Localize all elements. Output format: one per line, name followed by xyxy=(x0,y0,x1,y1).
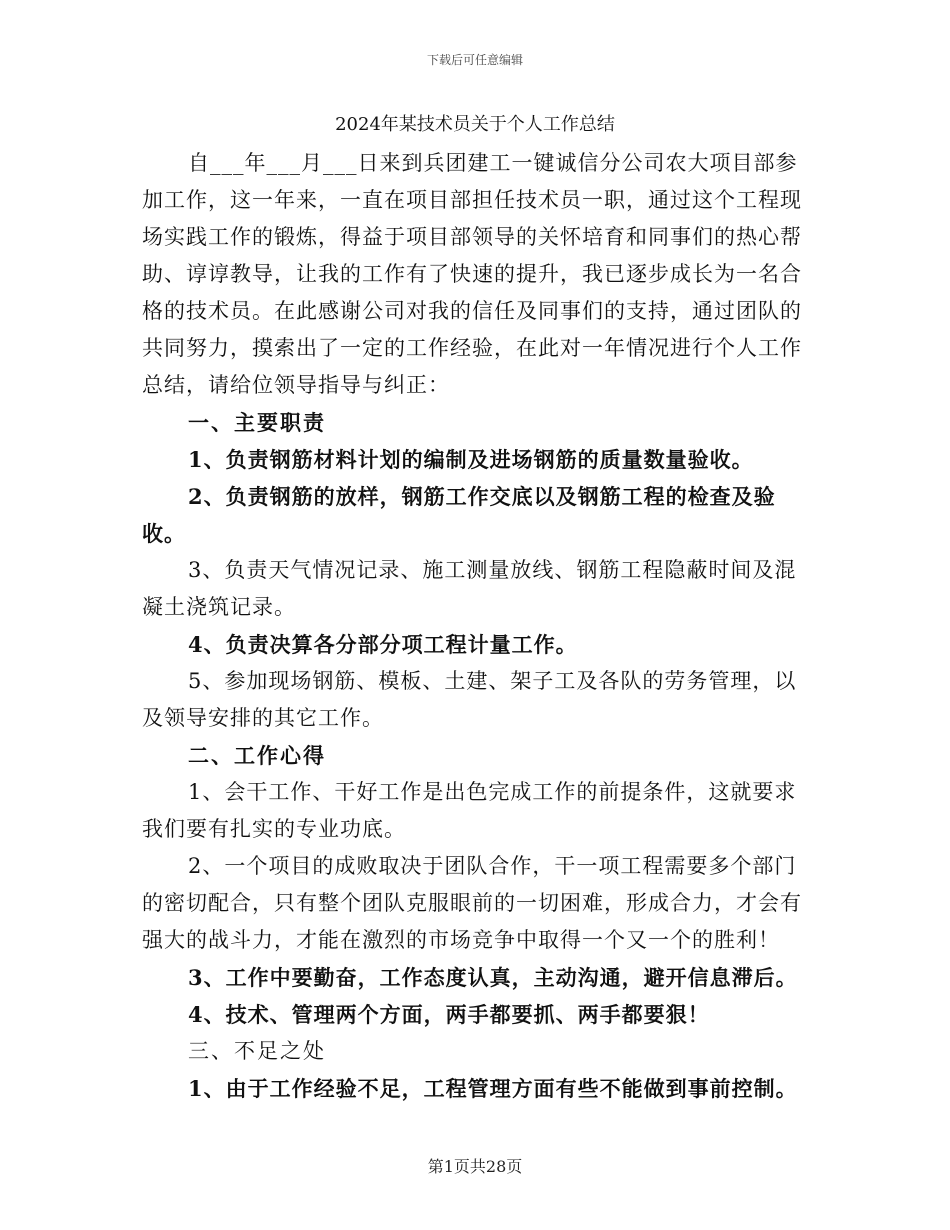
section-heading-main-duties: 一、主要职责 xyxy=(188,410,326,435)
duty-item-1: 1、负责钢筋材料计划的编制及进场钢筋的质量数量验收。 xyxy=(188,447,754,472)
section-heading-work-experience: 二、工作心得 xyxy=(188,743,326,768)
duty-item-5: 5、参加现场钢筋、模板、土建、架子工及各队的劳务管理，以及领导安排的其它工作。 xyxy=(142,669,797,730)
intro-paragraph: 自___年___月___日来到兵团建工一键诚信分公司农大项目部参加工作，这一年来，一直在项目部担任技术员一职，通过这个工程现场实践工作的锻炼，得益于项目部领导的关怀培育和同事们的热心帮助、谆谆教导，让我的工作有了快速的提升，我已逐步成长为一名合格的技术员。在此感谢公司对我的信任及同事们的支持，通过团队的共同努力，摸索出了一定的工作经验，在此对一年情况进行个人工作总结，请给位领导指导与纠正： xyxy=(142,151,802,397)
section-heading-shortcomings: 三、不足之处 xyxy=(188,1039,326,1063)
duty-item-4: 4、负责决算各分部分项工程计量工作。 xyxy=(188,632,578,657)
document-body xyxy=(142,145,808,1107)
experience-item-3: 3、工作中要勤奋，工作态度认真，主动沟通，避开信息滞后。 xyxy=(188,965,798,990)
experience-item-4: 4、技术、管理两个方面，两手都要抓、两手都要狠！ xyxy=(188,1002,710,1027)
duty-item-3: 3、负责天气情况记录、施工测量放线、钢筋工程隐蔽时间及混凝土浇筑记录。 xyxy=(142,558,797,619)
page-number: 第1页共28页 xyxy=(427,1157,523,1176)
duty-item-2: 2、负责钢筋的放样，钢筋工作交底以及钢筋工程的检查及验收。 xyxy=(142,484,776,546)
shortcoming-item-1: 1、由于工作经验不足，工程管理方面有些不能做到事前控制。 xyxy=(188,1076,798,1101)
experience-item-2: 2、一个项目的成败取决于团队合作，干一项工程需要多个部门的密切配合，只有整个团队克服眼前的一切困难，形成合力，才会有强大的战斗力，才能在激烈的市场竞争中取得一个又一个的胜利！ xyxy=(142,854,802,952)
page-header: 下载后可任意编辑 xyxy=(426,53,523,67)
document-title: 2024年某技术员关于个人工作总结 xyxy=(335,114,615,135)
experience-item-1: 1、会干工作、干好工作是出色完成工作的前提条件，这就要求我们要有扎实的专业功底。 xyxy=(142,780,797,841)
